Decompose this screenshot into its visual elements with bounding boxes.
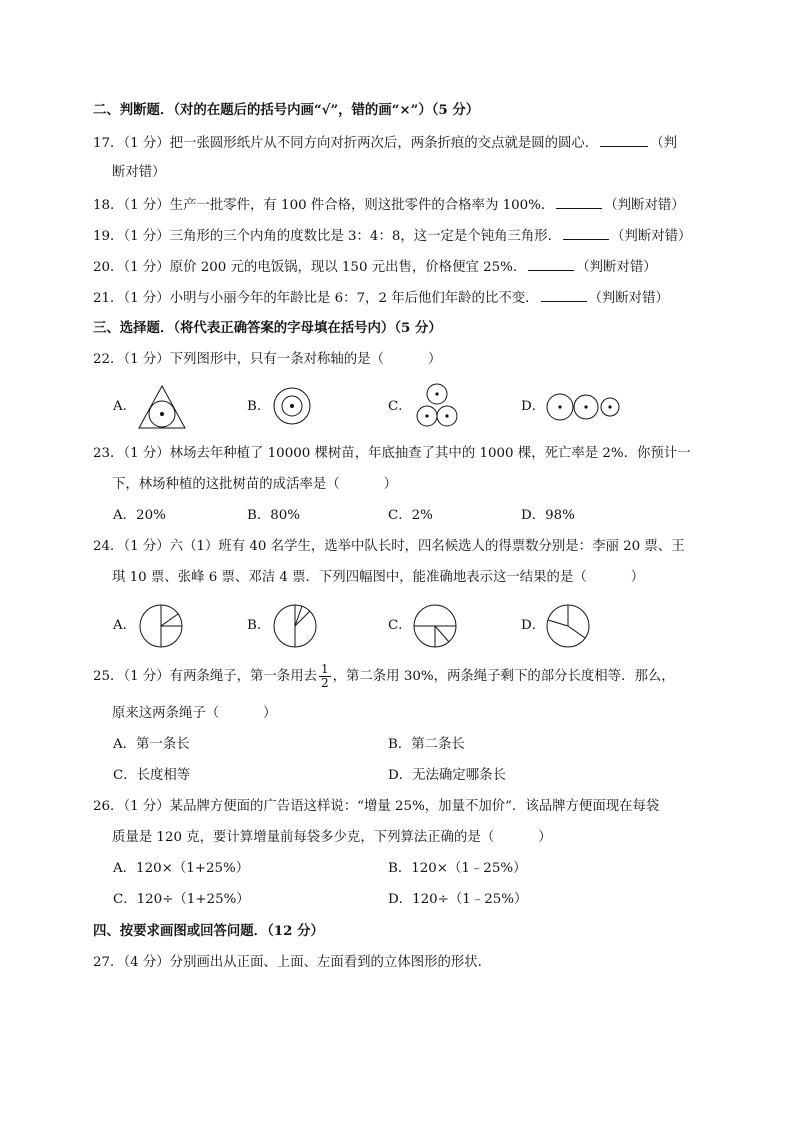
option-d[interactable]: D．98% [521, 508, 575, 523]
question-tail: （判 [650, 136, 677, 151]
question-tail: （判断对错） [604, 198, 685, 213]
question-26: 26．（1 分）某品牌方便面的广告语这样说：“增量 25%，加量不加价”．该品牌方便面现在每袋 [93, 799, 660, 814]
option-a[interactable]: A． [113, 618, 137, 633]
question-21 [93, 288, 669, 308]
question-text: 质量是 120 克，要计算增量前每袋多少克，下列算法正确的是（ [112, 830, 495, 845]
option-b[interactable]: B．第二条长 [388, 737, 465, 752]
option-a[interactable]: A． [113, 399, 137, 414]
question-18 [93, 195, 685, 215]
question-text: 下，林场种植的这批树苗的成活率是（ [112, 477, 340, 492]
paren-close: ） [427, 352, 442, 367]
option-c[interactable]: C． [388, 618, 412, 633]
section-heading-drawing: 四、按要求画图或回答问题．（12 分） [93, 923, 324, 939]
question-19 [93, 226, 691, 246]
fraction-one-half [319, 663, 331, 690]
option-d[interactable]: D． [521, 399, 546, 414]
question-27: 27．（4 分）分别画出从正面、上面、左面看到的立体图形的形状． [93, 955, 492, 970]
question-text: 19．（1 分）三角形的三个内角的度数比是 3：4：8，这一定是个钝角三角形． [93, 229, 562, 244]
fraction-denominator: 2 [320, 676, 329, 690]
question-text: 20．（1 分）原价 200 元的电饭锅，现以 150 元出售，价格便宜 25%． [93, 260, 527, 275]
answer-blank[interactable] [600, 133, 648, 147]
question-text: 原来这两条绳子（ [112, 706, 220, 721]
question-text: 22．（1 分）下列图形中，只有一条对称轴的是（ [93, 352, 384, 367]
option-a[interactable]: A．120×（1+25%） [113, 861, 250, 876]
three-circles-figure [412, 382, 462, 430]
question-text: 25．（1 分）有两条绳子，第一条用去 [93, 669, 317, 684]
option-b[interactable]: B． [247, 618, 271, 633]
question-text: 琪 10 票、张峰 6 票、邓洁 4 票．下列四幅图中，能准确地表示这一结果的是（ [112, 570, 587, 585]
option-c[interactable]: C．长度相等 [113, 768, 191, 783]
three-circles-row-figure [546, 393, 622, 421]
paren-close: ） [263, 706, 277, 721]
pie-chart-d [545, 603, 591, 649]
question-23-line2 [112, 476, 397, 494]
option-b[interactable]: B．80% [247, 508, 300, 523]
paren-close: ） [383, 477, 398, 492]
question-17 [93, 133, 677, 153]
question-text: 18．（1 分）生产一批零件，有 100 件合格，则这批零件的合格率为 100%． [93, 198, 555, 213]
option-c[interactable]: C．2% [388, 508, 433, 523]
option-d[interactable]: D．无法确定哪条长 [388, 768, 506, 783]
triangle-circle-figure [137, 384, 187, 430]
question-26-line2 [112, 829, 552, 847]
question-text: 21．（1 分）小明与小丽今年的年龄比是 6：7，2 年后他们年龄的比不变． [93, 291, 539, 306]
option-a[interactable]: A．第一条长 [113, 737, 190, 752]
answer-blank[interactable] [556, 195, 602, 209]
pie-chart-a [138, 603, 184, 649]
question-25 [93, 662, 675, 692]
question-tail: （判断对错） [576, 260, 657, 275]
answer-blank[interactable] [528, 257, 574, 271]
option-d[interactable]: D．120÷（1﹣25%） [388, 892, 528, 907]
section-heading-judgment: 二、判断题．（对的在题后的括号内画“√”，错的画“×”）（5 分） [93, 102, 480, 118]
question-23: 23．（1 分）林场去年种植了 10000 棵树苗，年底抽查了其中的 1000 棵，死亡率是 2%．你预计一 [93, 446, 691, 461]
answer-blank[interactable] [541, 288, 587, 302]
answer-blank[interactable] [563, 226, 609, 240]
question-17-line2: 断对错） [112, 165, 166, 180]
option-b[interactable]: B． [247, 399, 271, 414]
paren-close: ） [538, 830, 552, 845]
option-d[interactable]: D． [521, 618, 546, 633]
question-24: 24．（1 分）六（1）班有 40 名学生，选举中队长时，四名候选人的得票数分别是：李丽 20 票、王 [93, 539, 685, 554]
paren-close: ） [630, 570, 645, 585]
option-a[interactable]: A．20% [113, 508, 166, 523]
question-20 [93, 257, 657, 277]
pie-chart-c [412, 603, 458, 649]
pie-chart-b [272, 603, 318, 649]
question-tail: （判断对错） [611, 229, 692, 244]
question-text-cont: ，第二条用 30%，两条绳子剩下的部分长度相等．那么， [332, 669, 675, 684]
concentric-circles-figure [272, 386, 312, 426]
question-24-line2 [112, 569, 644, 587]
option-c[interactable]: C．120÷（1+25%） [113, 892, 250, 907]
section-heading-choice: 三、选择题．（将代表正确答案的字母填在括号内）（5 分） [93, 320, 442, 336]
question-22 [93, 351, 441, 369]
question-25-line2 [112, 705, 277, 723]
option-b[interactable]: B．120×（1﹣25%） [388, 861, 527, 876]
option-c[interactable]: C． [388, 399, 412, 414]
question-tail: （判断对错） [588, 291, 669, 306]
question-text: 17．（1 分）把一张圆形纸片从不同方向对折两次后，两条折痕的交点就是圆的圆心． [93, 136, 599, 151]
fraction-numerator: 1 [320, 662, 329, 676]
